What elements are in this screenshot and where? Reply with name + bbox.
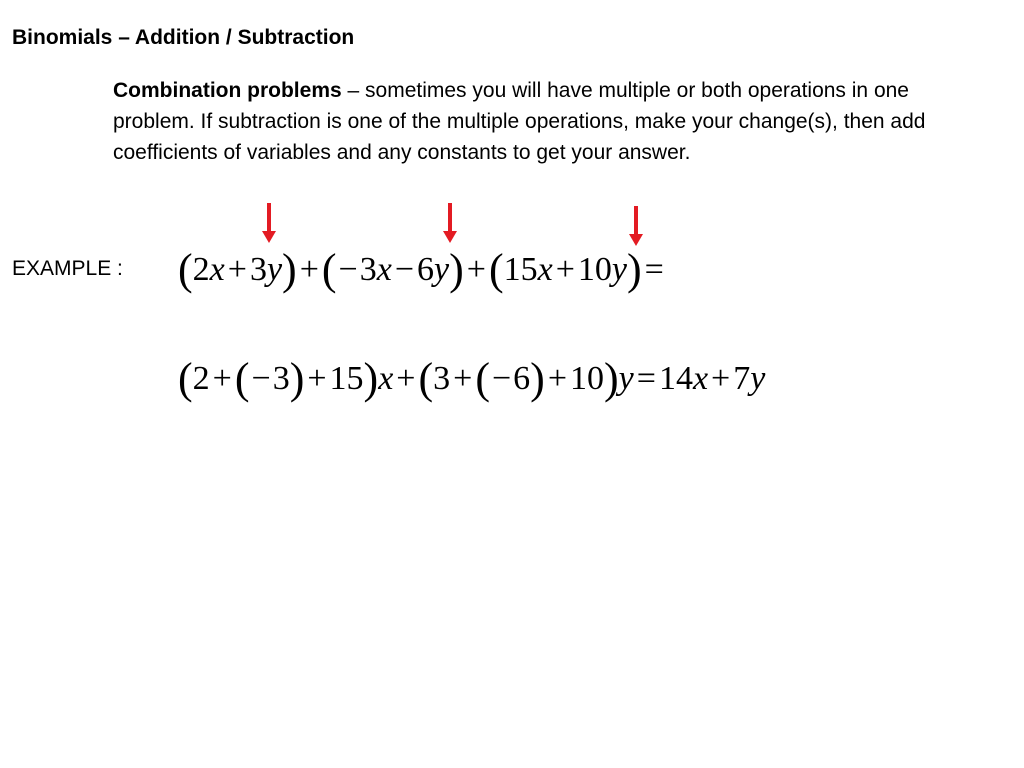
operator: + (547, 360, 567, 397)
operator: + (307, 360, 327, 397)
operator: + (466, 251, 486, 288)
operator: + (212, 360, 232, 397)
equation-example (178, 245, 667, 294)
result-coefficient: 7 (733, 360, 751, 397)
open-paren: ( (321, 245, 337, 294)
intro-text: – sometimes you will have multiple or both operations in one problem. If subtraction is one of the multiple operations, make your change(s), then add coefficients of variables and any constants to get your answer. (113, 79, 926, 164)
variable: x (692, 360, 709, 397)
coefficient: 2 (192, 251, 210, 288)
open-paren: ( (234, 354, 250, 403)
red-down-arrow-icon (262, 203, 276, 243)
close-paren: ) (282, 245, 297, 294)
result-coefficient: 14 (658, 360, 693, 397)
operator: − (394, 251, 414, 288)
coefficient: 6 (417, 251, 434, 288)
red-down-arrow-icon (629, 206, 643, 246)
close-paren: ) (604, 354, 619, 403)
close-paren: ) (530, 354, 545, 403)
operator: + (227, 251, 247, 288)
coefficient: 10 (577, 251, 612, 288)
close-paren: ) (626, 245, 642, 294)
open-paren: ( (178, 245, 193, 294)
coefficient: 15 (329, 360, 364, 397)
intro-paragraph (113, 75, 993, 168)
coefficient: 2 (192, 360, 210, 397)
coefficient: 3 (249, 251, 267, 288)
variable: x (209, 251, 225, 288)
equals-sign: = (644, 251, 664, 288)
close-paren: ) (449, 245, 464, 294)
equation-solution (178, 354, 766, 403)
sign: − (251, 360, 271, 397)
variable: y (434, 251, 450, 288)
coefficient: 10 (570, 360, 604, 397)
operator: + (555, 251, 575, 288)
operator: + (711, 360, 731, 397)
intro-lead: Combination problems (113, 79, 342, 102)
coefficient: 15 (503, 251, 538, 288)
variable: x (537, 251, 553, 288)
sign: − (338, 251, 358, 288)
coefficient: 3 (433, 360, 451, 397)
variable: x (376, 251, 392, 288)
close-paren: ) (363, 354, 379, 403)
equals-sign: = (636, 360, 656, 397)
operator: + (453, 360, 473, 397)
open-paren: ( (178, 354, 193, 403)
coefficient: 6 (513, 360, 531, 397)
coefficient: 3 (272, 360, 290, 397)
variable: y (266, 251, 283, 288)
operator: + (396, 360, 416, 397)
variable: y (611, 251, 627, 288)
variable: x (378, 360, 394, 397)
example-label: EXAMPLE : (12, 257, 123, 280)
variable: y (750, 360, 766, 397)
open-paren: ( (488, 245, 504, 294)
sign: − (491, 360, 512, 397)
close-paren: ) (289, 354, 305, 403)
operator: + (299, 251, 319, 288)
slide-title: Binomials – Addition / Subtraction (12, 26, 355, 49)
variable: y (618, 360, 634, 397)
open-paren: ( (418, 354, 434, 403)
open-paren: ( (475, 354, 490, 403)
red-down-arrow-icon (443, 203, 457, 243)
coefficient: 3 (359, 251, 377, 288)
